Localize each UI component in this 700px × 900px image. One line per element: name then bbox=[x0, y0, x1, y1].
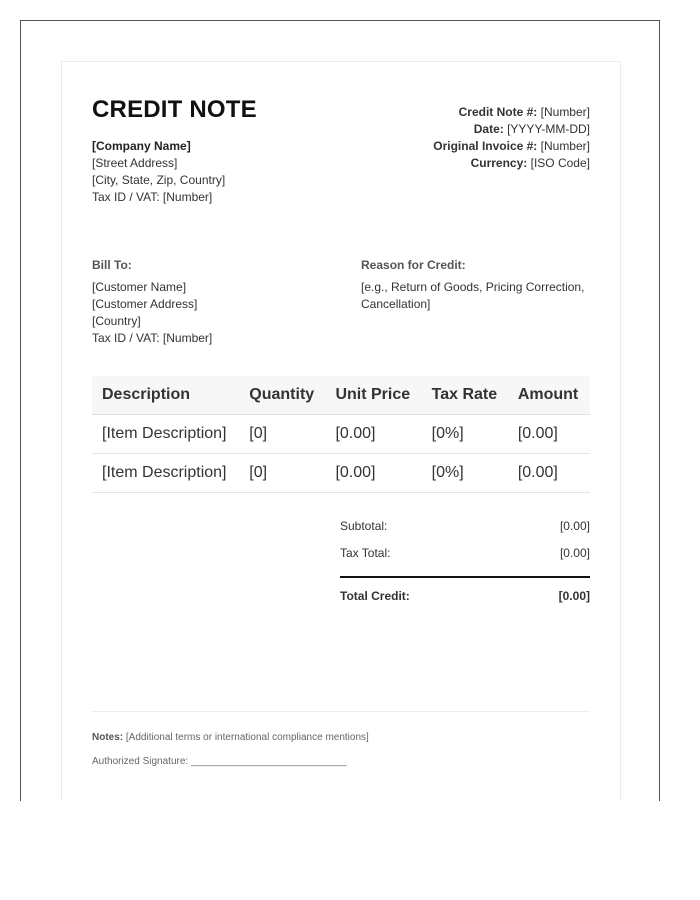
company-block bbox=[92, 138, 225, 206]
line-items-table bbox=[92, 376, 590, 493]
company-street: [Street Address] bbox=[92, 156, 178, 170]
table-header-row bbox=[92, 376, 590, 415]
authorized-signature: Authorized Signature: ____________________________ bbox=[92, 756, 347, 767]
cell-unit-price: [0.00] bbox=[325, 454, 421, 493]
footer-divider bbox=[92, 711, 590, 712]
cell-description: [Item Description] bbox=[92, 454, 239, 493]
cell-tax-rate: [0%] bbox=[422, 415, 508, 454]
meta-value: [Number] bbox=[540, 105, 590, 119]
subtotal-value: [0.00] bbox=[559, 519, 590, 533]
cell-unit-price: [0.00] bbox=[325, 415, 421, 454]
reason-text: [e.g., Return of Goods, Pricing Correction, Cancellation] bbox=[361, 280, 585, 311]
cell-tax-rate: [0%] bbox=[422, 454, 508, 493]
tax-total-row bbox=[340, 546, 590, 560]
header-tax-rate: Tax Rate bbox=[422, 376, 508, 415]
company-tax-id: Tax ID / VAT: [Number] bbox=[92, 190, 213, 204]
meta-label: Credit Note #: bbox=[458, 105, 538, 119]
header-description: Description bbox=[92, 376, 239, 415]
total-credit-label: Total Credit: bbox=[340, 589, 410, 603]
total-credit-value: [0.00] bbox=[558, 589, 590, 603]
subtotal-row bbox=[340, 519, 590, 533]
document-title: CREDIT NOTE bbox=[92, 96, 257, 123]
tax-total-label: Tax Total: bbox=[340, 546, 391, 560]
credit-note-meta bbox=[330, 104, 590, 172]
cell-amount: [0.00] bbox=[508, 415, 590, 454]
cell-amount: [0.00] bbox=[508, 454, 590, 493]
meta-value: [Number] bbox=[540, 139, 590, 153]
notes bbox=[92, 732, 369, 743]
total-credit-row bbox=[340, 589, 590, 603]
meta-value: [ISO Code] bbox=[530, 156, 590, 170]
subtotal-label: Subtotal: bbox=[340, 519, 388, 533]
notes-label: Notes: bbox=[92, 732, 124, 743]
company-name: [Company Name] bbox=[92, 139, 191, 153]
meta-label: Currency: bbox=[470, 156, 528, 170]
customer-name: [Customer Name] bbox=[92, 280, 187, 294]
meta-original-invoice bbox=[330, 138, 590, 155]
meta-label: Original Invoice #: bbox=[433, 139, 538, 153]
cell-description: [Item Description] bbox=[92, 415, 239, 454]
company-city: [City, State, Zip, Country] bbox=[92, 173, 226, 187]
meta-date bbox=[330, 121, 590, 138]
meta-value: [YYYY-MM-DD] bbox=[507, 122, 590, 136]
customer-country: [Country] bbox=[92, 314, 141, 328]
meta-currency bbox=[330, 155, 590, 172]
table-row bbox=[92, 454, 590, 493]
reason-label: Reason for Credit: bbox=[361, 258, 466, 272]
header-quantity: Quantity bbox=[239, 376, 325, 415]
notes-text: [Additional terms or international compliance mentions] bbox=[125, 732, 369, 743]
meta-credit-note-number bbox=[330, 104, 590, 121]
cell-quantity: [0] bbox=[239, 415, 325, 454]
bill-to-block bbox=[92, 279, 212, 347]
table-row bbox=[92, 415, 590, 454]
bill-to-label: Bill To: bbox=[92, 258, 132, 272]
header-unit-price: Unit Price bbox=[325, 376, 421, 415]
customer-tax-id: Tax ID / VAT: [Number] bbox=[92, 331, 213, 345]
meta-label: Date: bbox=[473, 122, 504, 136]
customer-address: [Customer Address] bbox=[92, 297, 198, 311]
cell-quantity: [0] bbox=[239, 454, 325, 493]
tax-total-value: [0.00] bbox=[559, 546, 590, 560]
totals-divider bbox=[340, 576, 590, 578]
header-amount: Amount bbox=[508, 376, 590, 415]
